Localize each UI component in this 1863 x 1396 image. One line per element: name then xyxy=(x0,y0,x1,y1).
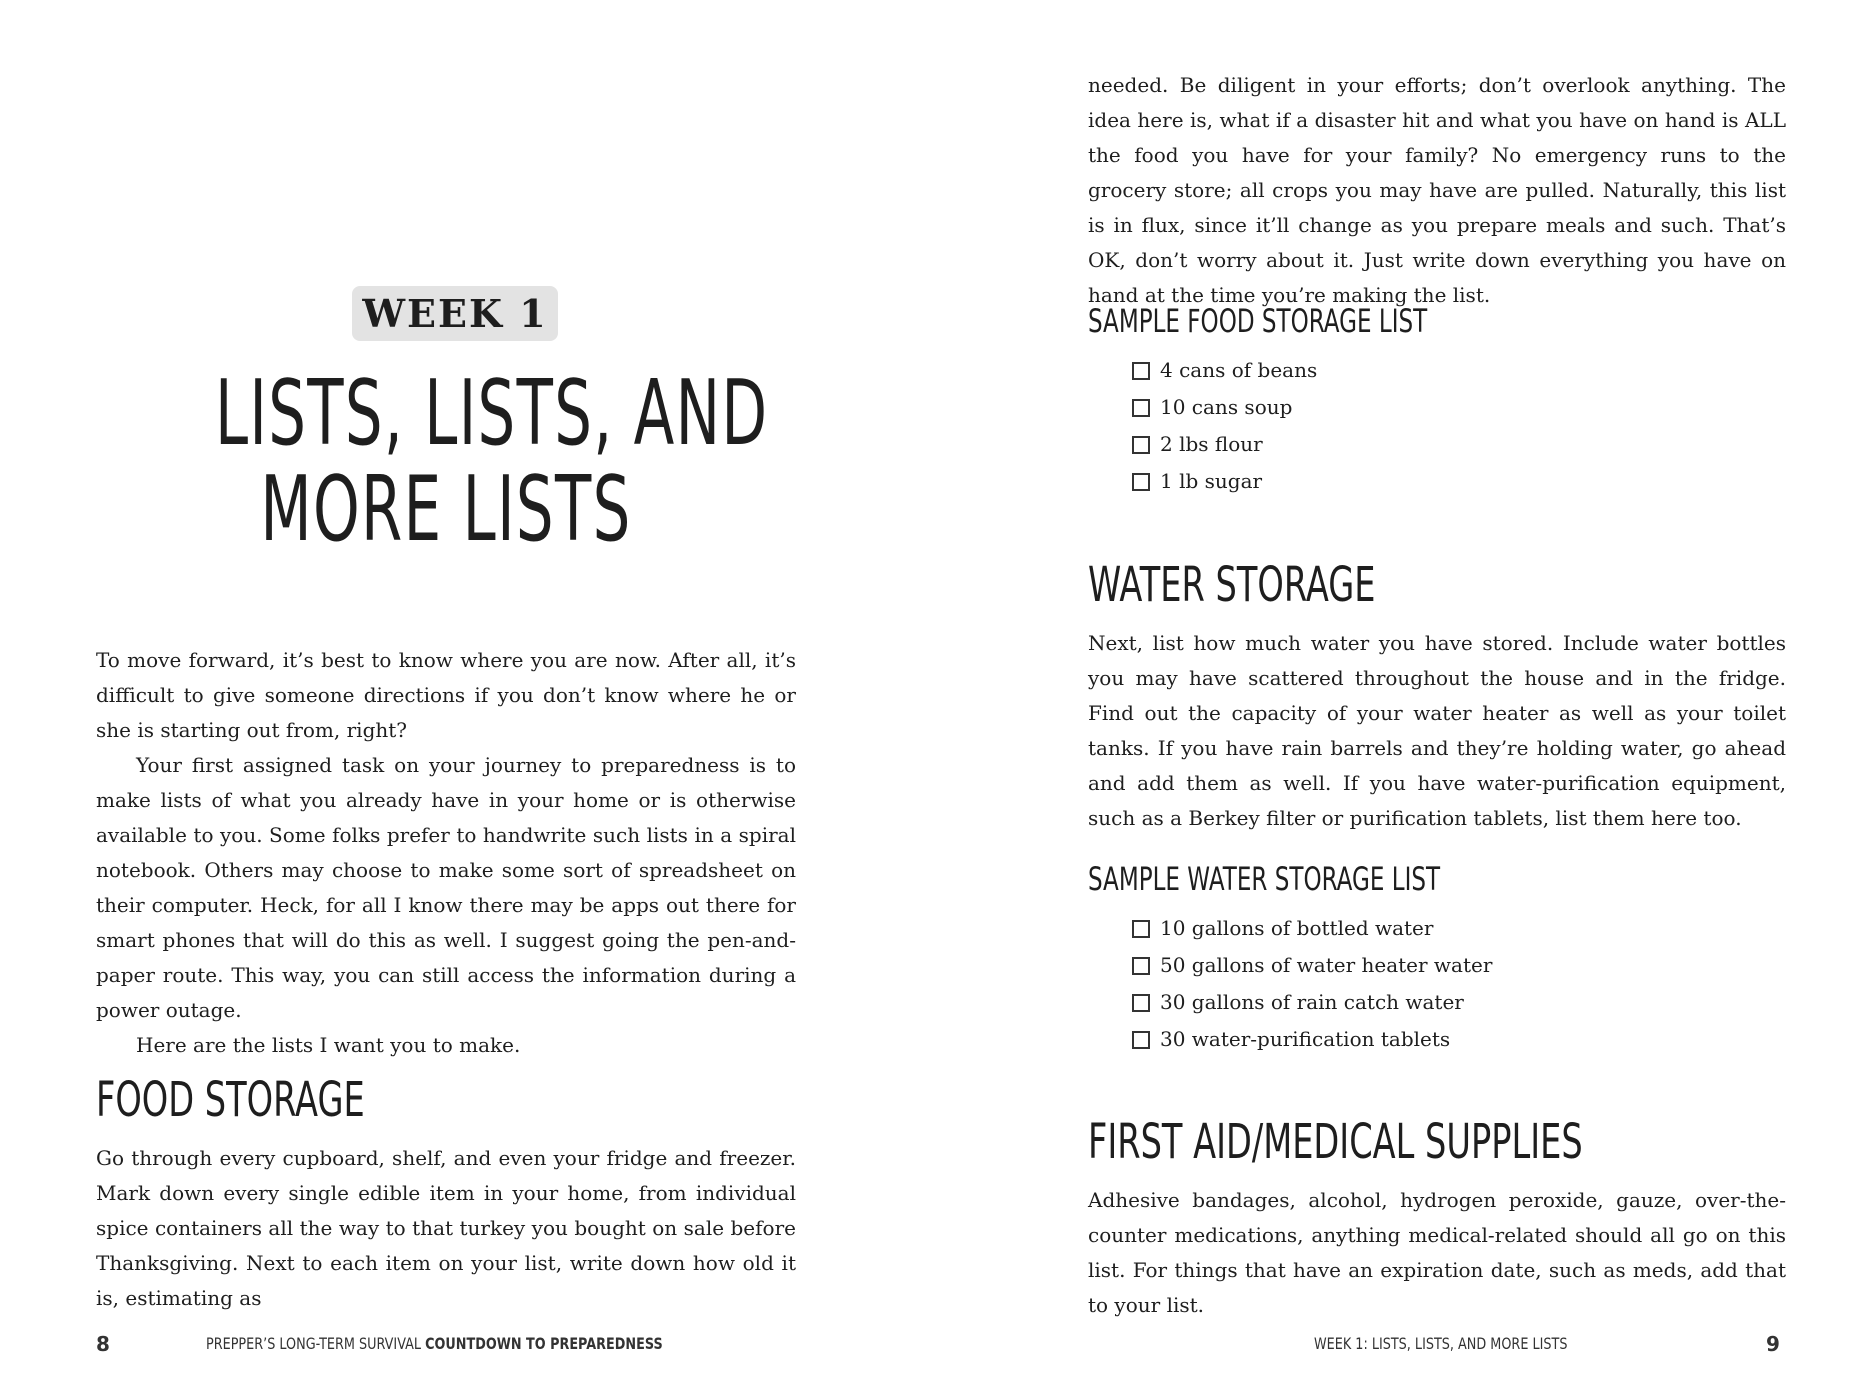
chapter-title-line-2: MORE LISTS xyxy=(260,457,632,562)
checkbox xyxy=(1132,1031,1150,1049)
week-label-badge: WEEK 1 xyxy=(352,286,558,341)
checkbox xyxy=(1132,362,1150,380)
intro-paragraph-2: Your first assigned task on your journey to preparedness is to make lists of what you already have in your home or is otherwise available to you. Some folks prefer to handwrite such lists in a spiral notebook. Others may choose to make some sort of spreadsheet on their computer. Heck, for all I know there may be apps out there for smart phones that will do this as well. I suggest going the pen-and-paper route. This way, you can still access the information during a power outage. xyxy=(96,753,796,1022)
page-number-right: 9 xyxy=(1766,1332,1780,1356)
checkbox xyxy=(1132,920,1150,938)
book-title-bold: COUNTDOWN TO PREPAREDNESS xyxy=(425,1334,663,1353)
intro-paragraph-1: To move forward, it’s best to know where you are now. After all, it’s difficult to give someone directions if you don’t know where he or she is starting out from, right? xyxy=(96,648,796,742)
intro-section xyxy=(96,643,796,1063)
right-page xyxy=(1088,0,1786,1396)
book-title: PREPPER’S LONG-TERM SURVIVAL xyxy=(206,1334,426,1353)
sample-food-heading: SAMPLE FOOD STORAGE LIST xyxy=(1088,302,1428,340)
sample-water-heading: SAMPLE WATER STORAGE LIST xyxy=(1088,860,1441,898)
sample-water-list xyxy=(1088,910,1830,1058)
list-item: 50 gallons of water heater water xyxy=(1132,947,1830,984)
list-item: 30 gallons of rain catch water xyxy=(1132,984,1830,1021)
checkbox xyxy=(1132,994,1150,1012)
running-head-left xyxy=(206,1332,663,1356)
chapter-title-line-1: LISTS, LISTS, AND xyxy=(214,361,769,466)
continued-paragraph: needed. Be diligent in your efforts; don’t overlook anything. The idea here is, what if a disaster hit and what you have on hand is ALL the food you have for your family? No emergency runs to the grocery store; all crops you may have are pulled. Naturally, this list is in flux, since it’ll change as you prepare meals and such. That’s OK, don’t worry about it. Just write down everything you have on hand at the time you’re making the list. xyxy=(1088,73,1786,307)
food-storage-text: Go through every cupboard, shelf, and even your fridge and freezer. Mark down every single edible item in your home, from individual spice containers all the way to that turkey you bought on sale before Thanksgiving. Next to each item on your list, write down how old it is, estimating as xyxy=(96,1146,796,1310)
checkbox xyxy=(1132,957,1150,975)
list-item: 2 lbs flour xyxy=(1132,426,1830,463)
first-aid-text: Adhesive bandages, alcohol, hydrogen peroxide, gauze, over-the-counter medications, anything medical-related should all go on this list. For things that have an expiration date, such as meds, add that to your list. xyxy=(1088,1188,1786,1317)
left-page xyxy=(96,0,796,1396)
sample-food-list xyxy=(1088,352,1830,500)
checkbox xyxy=(1132,473,1150,491)
list-item: 10 gallons of bottled water xyxy=(1132,910,1830,947)
intro-paragraph-3: Here are the lists I want you to make. xyxy=(136,1033,521,1057)
page-number-left: 8 xyxy=(96,1332,110,1356)
food-storage-heading: FOOD STORAGE xyxy=(96,1072,365,1128)
list-item: 4 cans of beans xyxy=(1132,352,1830,389)
water-storage-heading: WATER STORAGE xyxy=(1088,557,1376,613)
chapter-title xyxy=(214,361,769,562)
checkbox xyxy=(1132,399,1150,417)
list-item: 10 cans soup xyxy=(1132,389,1830,426)
list-item: 30 water-purification tablets xyxy=(1132,1021,1830,1058)
checkbox xyxy=(1132,436,1150,454)
list-item: 1 lb sugar xyxy=(1132,463,1830,500)
water-storage-text: Next, list how much water you have stored. Include water bottles you may have scattered throughout the house and in the fridge. Find out the capacity of your water heater as well as your toilet tanks. If you have rain barrels and they’re holding water, go ahead and add them as well. If you have water-purification equipment, such as a Berkey filter or purification tablets, list them here too. xyxy=(1088,631,1786,830)
running-head-right: WEEK 1: LISTS, LISTS, AND MORE LISTS xyxy=(1314,1334,1568,1353)
first-aid-heading: FIRST AID/MEDICAL SUPPLIES xyxy=(1088,1114,1583,1170)
